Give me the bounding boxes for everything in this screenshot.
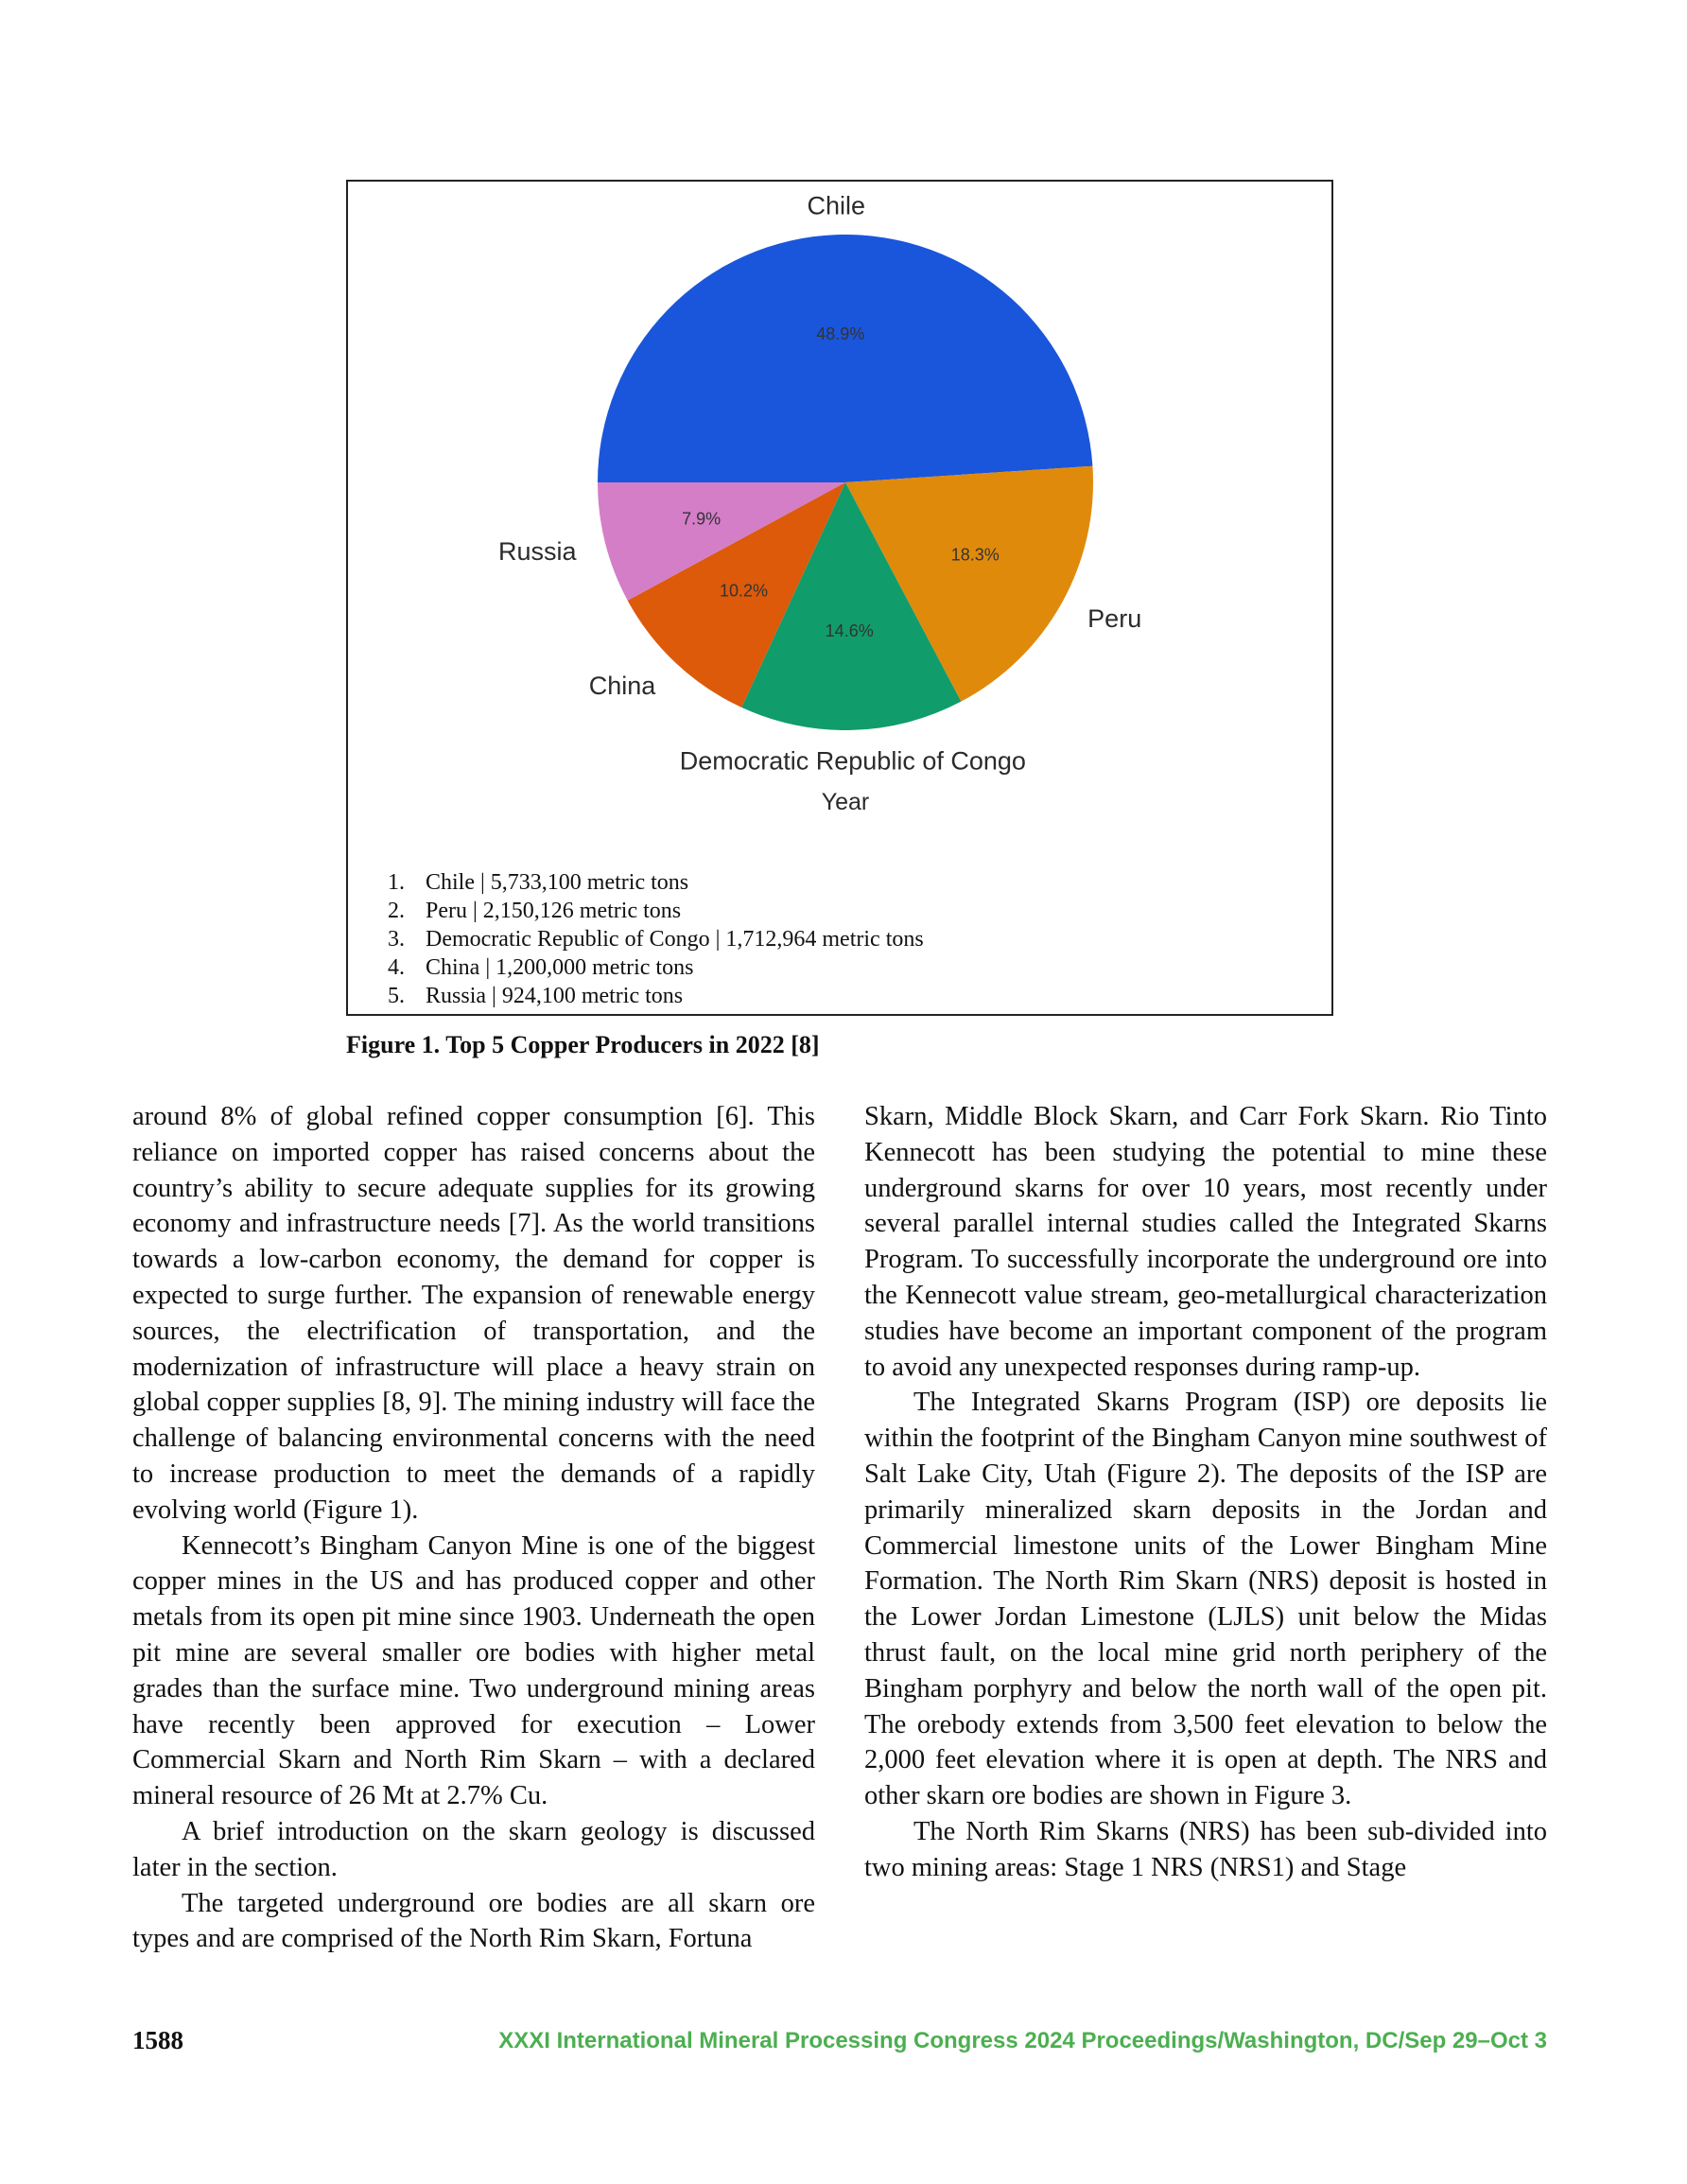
left-column (132, 1099, 815, 1957)
list-item: 3. Democratic Republic of Congo | 1,712,964 metric tons (388, 927, 924, 952)
pie-category-label: Russia (498, 537, 577, 567)
list-item: 1. Chile | 5,733,100 metric tons (388, 870, 689, 895)
production-list (388, 868, 924, 1010)
list-item: 4. China | 1,200,000 metric tons (388, 955, 694, 980)
pie-percent-label: 14.6% (825, 621, 874, 641)
pie-xlabel: Year (821, 789, 870, 815)
page-number: 1588 (132, 2026, 183, 2054)
paragraph: around 8% of global refined copper consumption [6]. This reliance on imported copper has raised concerns about the country’s ability to secure adequate supplies for its growing economy and infrastructure needs [7]. As the world transitions towards a low-carbon economy, the demand for copper is expected to surge further. The expansion of renewable energy sources, the electrification of transportation, and the modernization of infrastructure will place a heavy strain on global copper supplies [8, 9]. The mining industry will face the challenge of balancing environmental concerns with the need to increase production to meet the demands of a rapidly evolving world (Figure 1). (132, 1102, 815, 1525)
pie-category-label: Peru (1087, 604, 1142, 634)
paragraph: Kennecott’s Bingham Canyon Mine is one of the biggest copper mines in the US and has produced copper and other metals from its open pit mine since 1903. Underneath the open pit mine are several smaller ore bodies with higher metal grades than the surface mine. Two underground mining areas have recently been approved for execution – Lower Commercial Skarn and North Rim Skarn – with a declared mineral resource of 26 Mt at 2.7% Cu. (132, 1530, 815, 1811)
list-item: 2. Peru | 2,150,126 metric tons (388, 899, 682, 923)
paragraph: A brief introduction on the skarn geology is discussed later in the section. (132, 1816, 815, 1882)
paragraph: The Integrated Skarns Program (ISP) ore deposits lie within the footprint of the Bingham Canyon mine southwest of Salt Lake City, Utah (Figure 2). The deposits of the ISP are primarily mineralized skarn deposits in the Jordan and Commercial limestone units of the Lower Bingham Mine Formation. The North Rim Skarn (NRS) deposit is hosted in the Lower Jordan Limestone (LJLS) unit below the Midas thrust fault, on the local mine grid north periphery of the Bingham porphyry and below the north wall of the open pit. The orebody extends from 3,500 feet elevation to below the 2,000 feet elevation where it is open at depth. The NRS and other skarn ore bodies are shown in Figure 3. (864, 1388, 1547, 1811)
pie-percent-label: 10.2% (719, 581, 769, 601)
list-item: 5. Russia | 924,100 metric tons (388, 984, 684, 1008)
pie-slice-chile (598, 235, 1092, 482)
pie-category-label: China (588, 672, 656, 701)
running-footer: XXXI International Mineral Processing Congress 2024 Proceedings/Washington, DC/Sep 29–Oct 3 (498, 2028, 1547, 2053)
pie-percent-label: 48.9% (816, 323, 865, 343)
pie-category-label: Democratic Republic of Congo (679, 746, 1026, 776)
pie-category-label: Chile (807, 191, 866, 220)
figure-1-box (346, 180, 1333, 1016)
right-column (864, 1099, 1547, 1886)
pie-percent-label: 18.3% (950, 545, 1000, 565)
pie-percent-label: 7.9% (682, 509, 722, 529)
paragraph: The North Rim Skarns (NRS) has been sub-divided into two mining areas: Stage 1 NRS (NRS1) and Stage (864, 1816, 1547, 1882)
paragraph: The targeted underground ore bodies are all skarn ore types and are comprised of the North Rim Skarn, Fortuna (132, 1888, 815, 1954)
paragraph: Skarn, Middle Block Skarn, and Carr Fork Skarn. Rio Tinto Kennecott has been studying the potential to mine these underground skarns for over 10 years, most recently under several parallel internal studies called the Integrated Skarns Program. To successfully incorporate the underground ore into the Kennecott value stream, geo-metallurgical characterization studies have become an important component of the program to avoid any unexpected responses during ramp-up. (864, 1102, 1547, 1382)
figure-caption: Figure 1. Top 5 Copper Producers in 2022 [8] (346, 1031, 820, 1058)
